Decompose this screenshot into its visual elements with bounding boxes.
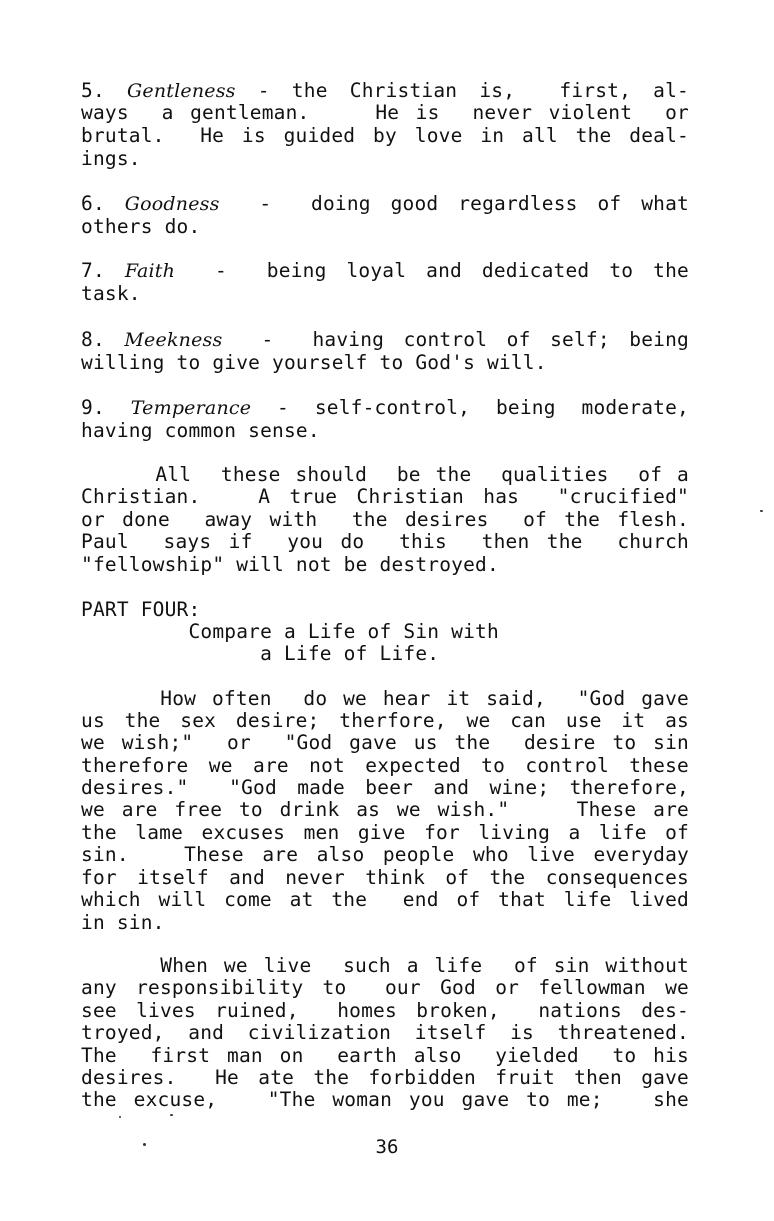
paragraph-excuses-line: us the sex desire; therfore, we can use it as <box>81 709 689 732</box>
paragraph-qualities-line: "fellowship" will not be destroyed. <box>81 553 499 576</box>
item-gentleness-line-1 <box>81 80 689 102</box>
paragraph-excuses-line: sin. These are also people who live everyday <box>81 843 689 866</box>
item-faith-line-1 <box>81 260 689 282</box>
paragraph-excuses-line: for itself and never think of the consequences <box>81 866 689 889</box>
scan-speck <box>143 1143 146 1146</box>
item-meekness-line-2: willing to give yourself to God's will. <box>81 351 547 374</box>
item-term: Meekness <box>124 329 223 351</box>
item-gentleness-line-4: ings. <box>81 147 141 170</box>
item-text: - doing good regardless of what <box>259 192 689 215</box>
paragraph-excuses-line: desires." "God made beer and wine; therefore, <box>81 776 689 799</box>
paragraph-qualities-line: Christian. A true Christian has "crucified" <box>81 485 689 508</box>
item-text: - having control of self; being <box>261 328 689 351</box>
paragraph-consequences-line: see lives ruined, homes broken, nations des- <box>81 999 689 1022</box>
item-number: 7. <box>81 259 105 282</box>
item-temperance-line-1 <box>81 397 689 419</box>
paragraph-consequences-line: any responsibility to our God or fellowman we <box>81 976 689 999</box>
item-gentleness-line-3: brutal. He is guided by love in all the deal- <box>81 124 689 147</box>
paragraph-consequences-line: desires. He ate the forbidden fruit then gave <box>81 1066 689 1089</box>
part-subtitle-line: Compare a Life of Sin with <box>81 620 499 643</box>
item-goodness-line-1 <box>81 193 689 215</box>
paragraph-qualities-line: Paul says if you do this then the church <box>81 530 689 553</box>
paragraph-excuses-line: therefore we are not expected to control these <box>81 754 689 777</box>
scan-speck <box>170 1114 173 1116</box>
page-number: 36 <box>375 1136 399 1158</box>
paragraph-excuses-line: How often do we hear it said, "God gave <box>81 687 689 710</box>
item-term: Gentleness <box>127 80 236 102</box>
scan-speck <box>760 510 763 512</box>
paragraph-excuses-line: we wish;" or "God gave us the desire to sin <box>81 731 689 754</box>
item-number: 5. <box>81 79 105 102</box>
item-meekness-line-1 <box>81 329 689 351</box>
paragraph-qualities-line: All these should be the qualities of a <box>81 463 689 486</box>
item-term: Goodness <box>124 193 220 215</box>
paragraph-consequences-line: When we live such a life of sin without <box>81 954 689 977</box>
item-temperance-line-2: having common sense. <box>81 419 320 442</box>
item-faith-line-2: task. <box>81 282 141 305</box>
item-number: 9. <box>81 396 105 419</box>
item-term: Temperance <box>130 397 252 419</box>
scan-speck <box>119 1116 121 1118</box>
item-number: 6. <box>81 192 105 215</box>
item-text: - self-control, being moderate, <box>277 396 689 419</box>
item-goodness-line-2: others do. <box>81 215 201 238</box>
item-number: 8. <box>81 328 105 351</box>
paragraph-consequences-line: the excuse, "The woman you gave to me; she <box>81 1088 689 1111</box>
part-subtitle-line: a Life of Life. <box>81 642 440 665</box>
paragraph-consequences-line: troyed, and civilization itself is threatened. <box>81 1021 689 1044</box>
paragraph-consequences-line: The first man on earth also yielded to his <box>81 1044 689 1067</box>
part-heading: PART FOUR: <box>81 598 201 621</box>
paragraph-excuses-line: we are free to drink as we wish." These are <box>81 798 689 821</box>
paragraph-qualities-line: or done away with the desires of the flesh. <box>81 508 689 531</box>
paragraph-excuses-line: the lame excuses men give for living a life of <box>81 821 689 844</box>
item-term: Faith <box>124 260 176 282</box>
item-gentleness-line-2: ways a gentleman. He is never violent or <box>81 101 689 124</box>
paragraph-excuses-line: in sin. <box>81 911 165 934</box>
item-text: - being loyal and dedicated to the <box>214 259 689 282</box>
item-text: - the Christian is, first, al- <box>257 79 689 102</box>
paragraph-excuses-line: which will come at the end of that life lived <box>81 888 689 911</box>
